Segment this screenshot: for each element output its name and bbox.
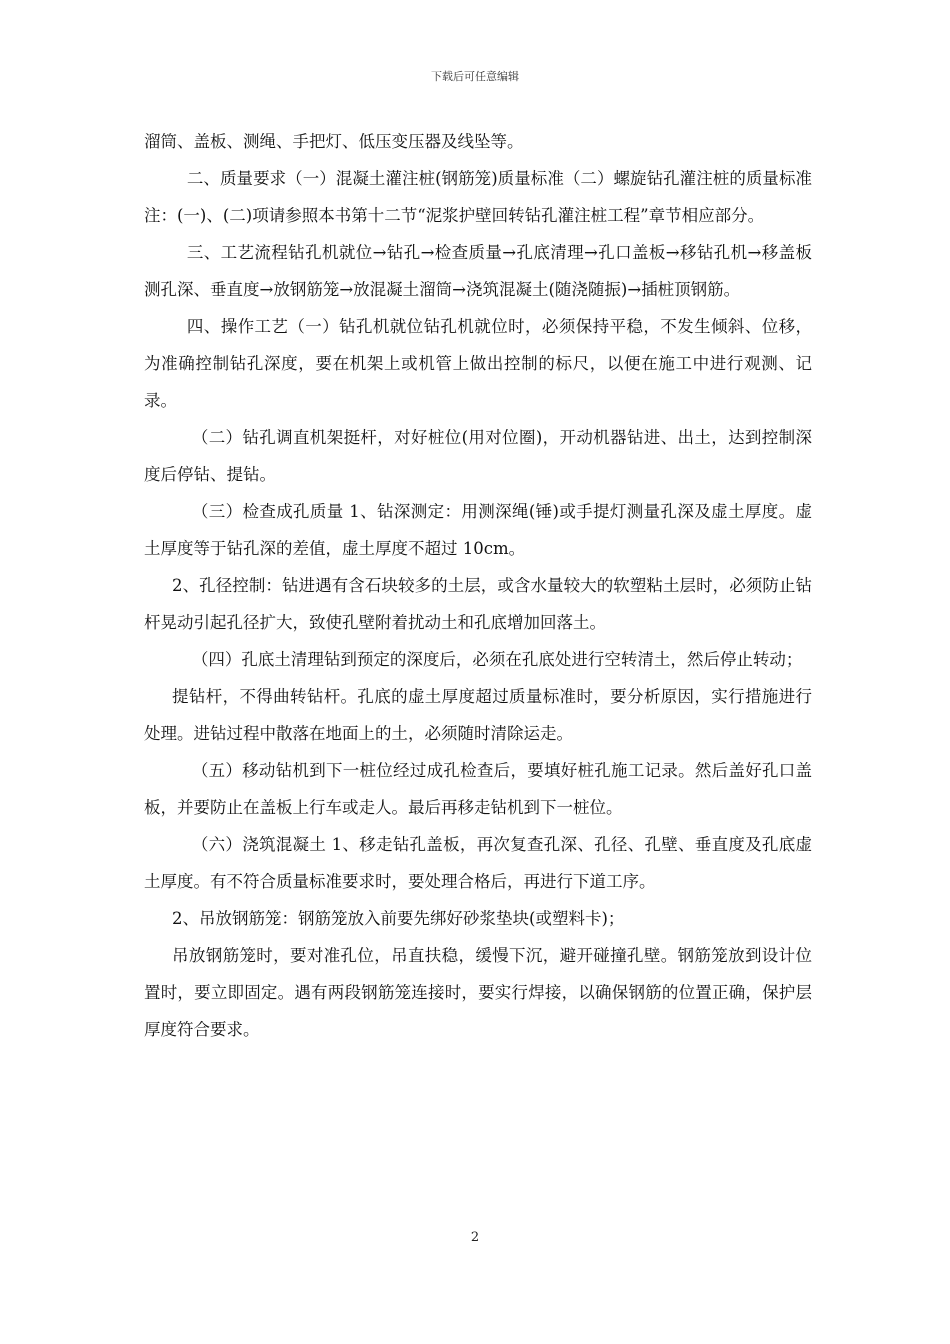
paragraph-13: 吊放钢筋笼时，要对准孔位，吊直扶稳，缓慢下沉，避开碰撞孔壁。钢筋笼放到设计位置时，要立即固定。遇有两段钢筋笼连接时，要实行焊接，以确保钢筋的位置正确，保护层厚度符合要求。 — [144, 946, 812, 1039]
page-header: 下载后可任意编辑 — [431, 70, 519, 83]
paragraph-8: （四）孔底土清理钻到预定的深度后，必须在孔底处进行空转清土，然后停止转动； — [191, 650, 803, 669]
paragraph-4: 四、操作工艺（一）钻孔机就位钻孔机就位时，必须保持平稳，不发生倾斜、位移，为准确控制钻孔深度，要在机架上或机管上做出控制的标尺，以便在施工中进行观测、记录。 — [144, 317, 812, 410]
paragraph-6: （三）检查成孔质量 1、钻深测定：用测深绳(锤)或手提灯测量孔深及虚土厚度。虚土厚度等于钻孔深的差值，虚土厚度不超过 10cm。 — [144, 502, 812, 558]
paragraph-10: （五）移动钻机到下一桩位经过成孔检查后，要填好桩孔施工记录。然后盖好孔口盖板，并要防止在盖板上行车或走人。最后再移走钻机到下一桩位。 — [144, 761, 812, 817]
paragraph-2: 二、质量要求（一）混凝土灌注桩(钢筋笼)质量标准（二）螺旋钻孔灌注桩的质量标准注：(一)、(二)项请参照本书第十二节“泥浆护壁回转钻孔灌注桩工程”章节相应部分。 — [144, 169, 812, 225]
paragraph-3: 三、工艺流程钻孔机就位→钻孔→检查质量→孔底清理→孔口盖板→移钻孔机→移盖板测孔深、垂直度→放钢筋笼→放混凝土溜筒→浇筑混凝土(随浇随振)→插桩顶钢筋。 — [144, 243, 812, 299]
paragraph-1: 溜筒、盖板、测绳、手把灯、低压变压器及线坠等。 — [144, 132, 524, 151]
document-body — [144, 123, 812, 1048]
paragraph-9: 提钻杆，不得曲转钻杆。孔底的虚土厚度超过质量标准时，要分析原因，实行措施进行处理。进钻过程中散落在地面上的土，必须随时清除运走。 — [144, 687, 812, 743]
paragraph-12: 2、吊放钢筋笼：钢筋笼放入前要先绑好砂浆垫块(或塑料卡)； — [172, 909, 625, 928]
paragraph-5: （二）钻孔调直机架挺杆，对好桩位(用对位圈)，开动机器钻进、出土，达到控制深度后停钻、提钻。 — [144, 428, 812, 484]
paragraph-7: 2、孔径控制：钻进遇有含石块较多的土层，或含水量较大的软塑粘土层时，必须防止钻杆晃动引起孔径扩大，致使孔壁附着扰动土和孔底增加回落土。 — [144, 576, 812, 632]
page-number: 2 — [470, 1230, 480, 1245]
paragraph-11: （六）浇筑混凝土 1、移走钻孔盖板，再次复查孔深、孔径、孔壁、垂直度及孔底虚土厚度。有不符合质量标准要求时，要处理合格后，再进行下道工序。 — [144, 835, 812, 891]
